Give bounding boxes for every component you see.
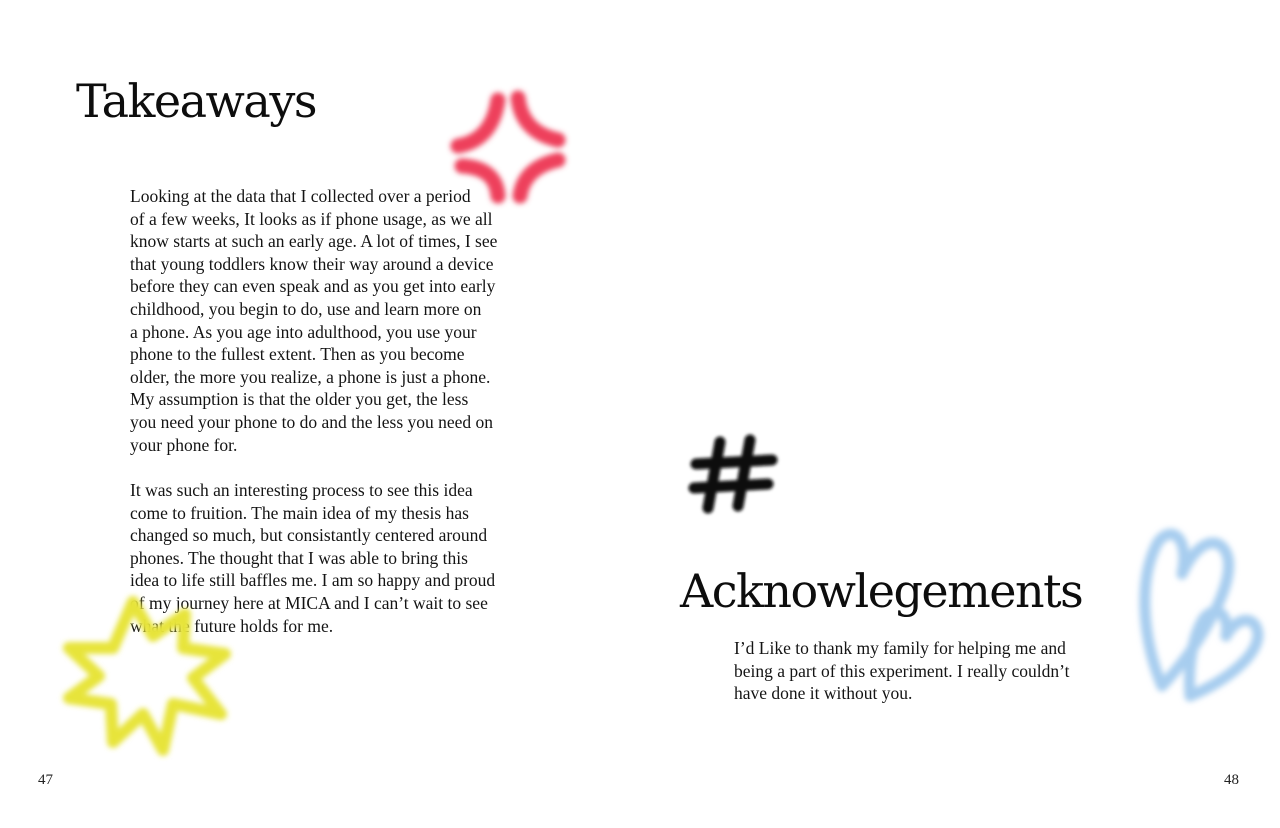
- takeaways-paragraph-1: [130, 185, 550, 456]
- acknowledgements-paragraph: [734, 637, 1114, 705]
- page-title-acknowledgements: Acknowlegements: [680, 564, 1083, 618]
- text-line: phone to the fullest extent. Then as you become: [130, 344, 465, 365]
- text-line: phones. The thought that I was able to bring this: [130, 547, 468, 568]
- text-line: what the future holds for me.: [130, 615, 334, 636]
- text-line: a phone. As you age into adulthood, you use your: [130, 321, 477, 342]
- text-line: come to fruition. The main idea of my thesis has: [130, 502, 469, 523]
- text-line: idea to life still baffles me. I am so happy and proud: [130, 570, 496, 591]
- text-line: My assumption is that the older you get, the less: [130, 389, 469, 410]
- text-line: of a few weeks, It looks as if phone usage, as we all: [130, 208, 493, 229]
- text-line: know starts at such an early age. A lot of times, I see: [130, 231, 498, 252]
- text-line: before they can even speak and as you get into early: [130, 276, 496, 297]
- page-number-right: 48: [1224, 772, 1239, 788]
- text-line: childhood, you begin to do, use and learn more on: [130, 298, 482, 319]
- page-title-takeaways: Takeaways: [76, 74, 316, 128]
- takeaways-paragraph-2: [130, 479, 550, 637]
- text-line: your phone for.: [130, 434, 238, 455]
- text-line: older, the more you realize, a phone is just a phone.: [130, 366, 491, 387]
- text-line: that young toddlers know their way around a device: [130, 253, 494, 274]
- text-line: I’d Like to thank my family for helping me and: [734, 638, 1066, 658]
- text-line: changed so much, but consistantly centered around: [130, 525, 488, 546]
- page-number-left: 47: [38, 772, 53, 788]
- text-line: being a part of this experiment. I really couldn’t: [734, 660, 1070, 681]
- text-line: have done it without you.: [734, 683, 913, 704]
- text-line: of my journey here at MICA and I can’t wait to see: [130, 592, 488, 613]
- text-line: It was such an interesting process to see this idea: [130, 480, 473, 500]
- text-line: Looking at the data that I collected over a period: [130, 186, 471, 206]
- text-line: you need your phone to do and the less you need on: [130, 411, 494, 432]
- right-page: [640, 0, 1280, 828]
